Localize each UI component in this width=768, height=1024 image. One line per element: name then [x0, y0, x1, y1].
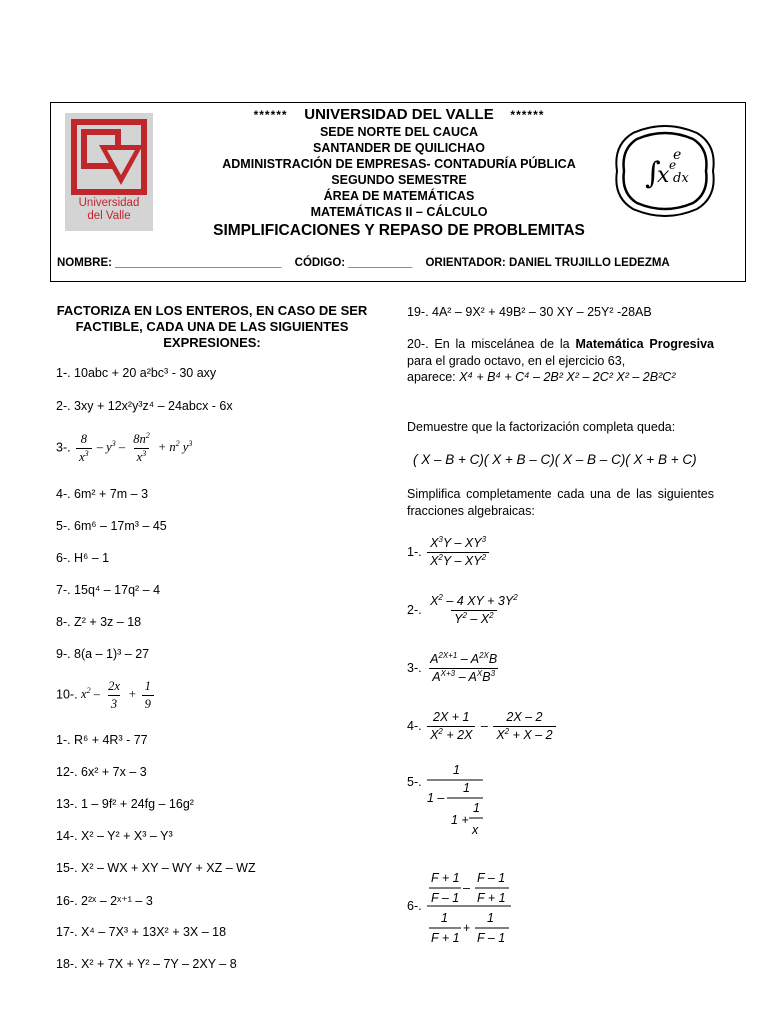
exercise-item: 16-. 2²ˣ – 2ˣ⁺¹ – 3: [56, 894, 153, 908]
exercise-item: 2-. 3xy + 12x²y³z⁴ – 24abcx - 6x: [56, 399, 233, 413]
svg-text:1 +: 1 +: [451, 813, 469, 827]
instructor-field: ORIENTADOR: DANIEL TRUJILLO LEDEZMA: [425, 257, 670, 269]
exercise-20: 20-. En la miscelánea de la Matemática Progresiva para el grado octavo, en el ejercicio 63, aparece: X⁴ + B⁴ + C⁴ – 2B² X² – 2C² X² – 2B²C²: [407, 337, 714, 384]
page-subtitle: SIMPLIFICACIONES Y REPASO DE PROBLEMITAS: [213, 222, 585, 239]
svg-text:F + 1: F + 1: [477, 891, 506, 905]
svg-text:1: 1: [441, 911, 448, 925]
math-expression: $\frac{X^3Y - XY^3}{X^2Y - XY^2}$: [427, 536, 489, 569]
fraction-exercise: 3-. $\frac{A^{2X+1} - A^{2X}B}{A^{X+3} - A^XB^3}$: [407, 652, 502, 685]
svg-text:F + 1: F + 1: [431, 931, 460, 945]
factorize-heading: FACTORIZA EN LOS ENTEROS, EN CASO DE SER FACTIBLE, CADA UNA DE LAS SIGUIENTES EXPRESIONES:: [56, 303, 368, 350]
fraction-exercise: 1-. $\frac{X^3Y - XY^3}{X^2Y - XY^2}$: [407, 536, 491, 569]
header-line-semester: SEGUNDO SEMESTRE: [331, 173, 467, 187]
svg-text:F – 1: F – 1: [431, 891, 460, 905]
simplify-prompt: Simplifica completamente cada una de las siguientes fracciones algebraicas:: [407, 487, 714, 518]
exercise-item: 1-. R⁶ + 4R³ - 77: [56, 733, 148, 747]
exercise-item: 17-. X⁴ – 7X³ + 13X² + 3X – 18: [56, 925, 227, 939]
exercise-item: 13-. 1 – 9f² + 24fg – 16g²: [56, 797, 194, 811]
svg-text:1: 1: [473, 801, 480, 815]
svg-text:1: 1: [453, 763, 460, 777]
svg-text:1 –: 1 –: [427, 791, 445, 805]
complex-fraction: [407, 868, 537, 948]
svg-text:F + 1: F + 1: [431, 871, 460, 885]
svg-text:1: 1: [487, 911, 494, 925]
math-expression: $\frac{2X + 1}{X^2 + 2X}$ – $\frac{2X - 2}{X^2 + X - 2}$: [425, 719, 557, 733]
svg-text:F – 1: F – 1: [477, 871, 506, 885]
svg-text:6-.: 6-.: [407, 899, 422, 913]
svg-text:1: 1: [463, 781, 470, 795]
student-fields: [57, 257, 737, 269]
exercise-19: 19-. 4A² – 9X² + 49B² – 30 XY – 25Y² -28AB: [407, 305, 652, 319]
header-line-city: SANTANDER DE QUILICHAO: [313, 141, 485, 155]
svg-text:e: e: [669, 158, 677, 172]
header-line-course: MATEMÁTICAS II – CÁLCULO: [310, 205, 488, 219]
exercise-item: 18-. X² + 7X + Y² – 7Y – 2XY – 8: [56, 957, 237, 971]
math-seal-icon: [613, 125, 717, 217]
exercise-item: 4-. 6m² + 7m – 3: [56, 487, 149, 501]
university-title: ****** UNIVERSIDAD DEL VALLE ******: [253, 106, 545, 123]
math-expression: $\frac{X^2 - 4 XY + 3Y^2}{Y^2 - X^2}$: [430, 593, 518, 626]
exercise-item: 9-. 8(a – 1)³ – 27: [56, 647, 150, 661]
svg-text:∫: ∫: [645, 156, 661, 191]
exercise-item: 7-. 15q⁴ – 17q² – 4: [56, 583, 161, 597]
exercise-item: 3-. $\frac{8}{x^3}$ – $y^3$ – $\frac{8n^2}{x^3}$ + $n^2$ $y^3$: [56, 431, 193, 464]
continued-fraction: [407, 760, 517, 840]
svg-text:x: x: [657, 163, 670, 188]
exercise-item: 5-. 6m⁶ – 17m³ – 45: [56, 519, 167, 533]
svg-text:+: +: [463, 921, 471, 935]
svg-text:e: e: [673, 147, 682, 163]
header-line-campus: SEDE NORTE DEL CAUCA: [319, 125, 479, 139]
exercise-item: 12-. 6x² + 7x – 3: [56, 765, 147, 779]
header-line-area: ÁREA DE MATEMÁTICAS: [323, 189, 475, 203]
name-field[interactable]: NOMBRE: __________________________: [57, 257, 282, 269]
svg-text:F – 1: F – 1: [477, 931, 506, 945]
svg-text:5-.: 5-.: [407, 775, 422, 789]
svg-text:x: x: [472, 823, 479, 837]
header-box: [50, 102, 746, 282]
header-line-program: ADMINISTRACIÓN DE EMPRESAS- CONTADURÍA PÚBLICA: [222, 157, 576, 171]
factorization-result: ( X – B + C)( X + B – C)( X – B – C)( X + B + C): [413, 452, 697, 467]
code-field[interactable]: CÓDIGO: __________: [294, 257, 413, 269]
demonstrate-prompt: Demuestre que la factorización completa queda:: [407, 420, 676, 434]
exercise-item: 10-. $x^2$ – $\frac{2x}{3}$ + $\frac{1}{9}$: [56, 679, 156, 712]
logo-text: Universidad del Valle: [78, 197, 140, 222]
svg-text:dx: dx: [673, 171, 689, 186]
left-column: [56, 300, 368, 971]
svg-text:–: –: [463, 881, 470, 895]
math-expression: $\frac{A^{2X+1} - A^{2X}B}{A^{X+3} - A^XB^3}$: [430, 651, 498, 684]
exercise-item: 14-. X² – Y² + X³ – Y³: [56, 829, 173, 843]
math-expression: $x^2$ – $\frac{2x}{3}$ + $\frac{1}{9}$: [81, 687, 156, 701]
exercise-item: 1-. 10abc + 20 a²bc³ - 30 axy: [56, 366, 217, 380]
exercise-item: 8-. Z² + 3z – 18: [56, 615, 142, 629]
fraction-exercise: 4-. $\frac{2X + 1}{X^2 + 2X}$ – $\frac{2X - 2}{X^2 + X - 2}$: [407, 710, 558, 743]
exercise-item: 15-. X² – WX + XY – WY + XZ – WZ: [56, 861, 256, 875]
exercise-item: 6-. H⁶ – 1: [56, 551, 110, 565]
fraction-exercise: 2-. $\frac{X^2 - 4 XY + 3Y^2}{Y^2 - X^2}$: [407, 594, 523, 627]
math-expression: $\frac{8}{x^3}$ – $y^3$ – $\frac{8n^2}{x^3}$ + $n^2$ $y^3$: [74, 440, 192, 454]
